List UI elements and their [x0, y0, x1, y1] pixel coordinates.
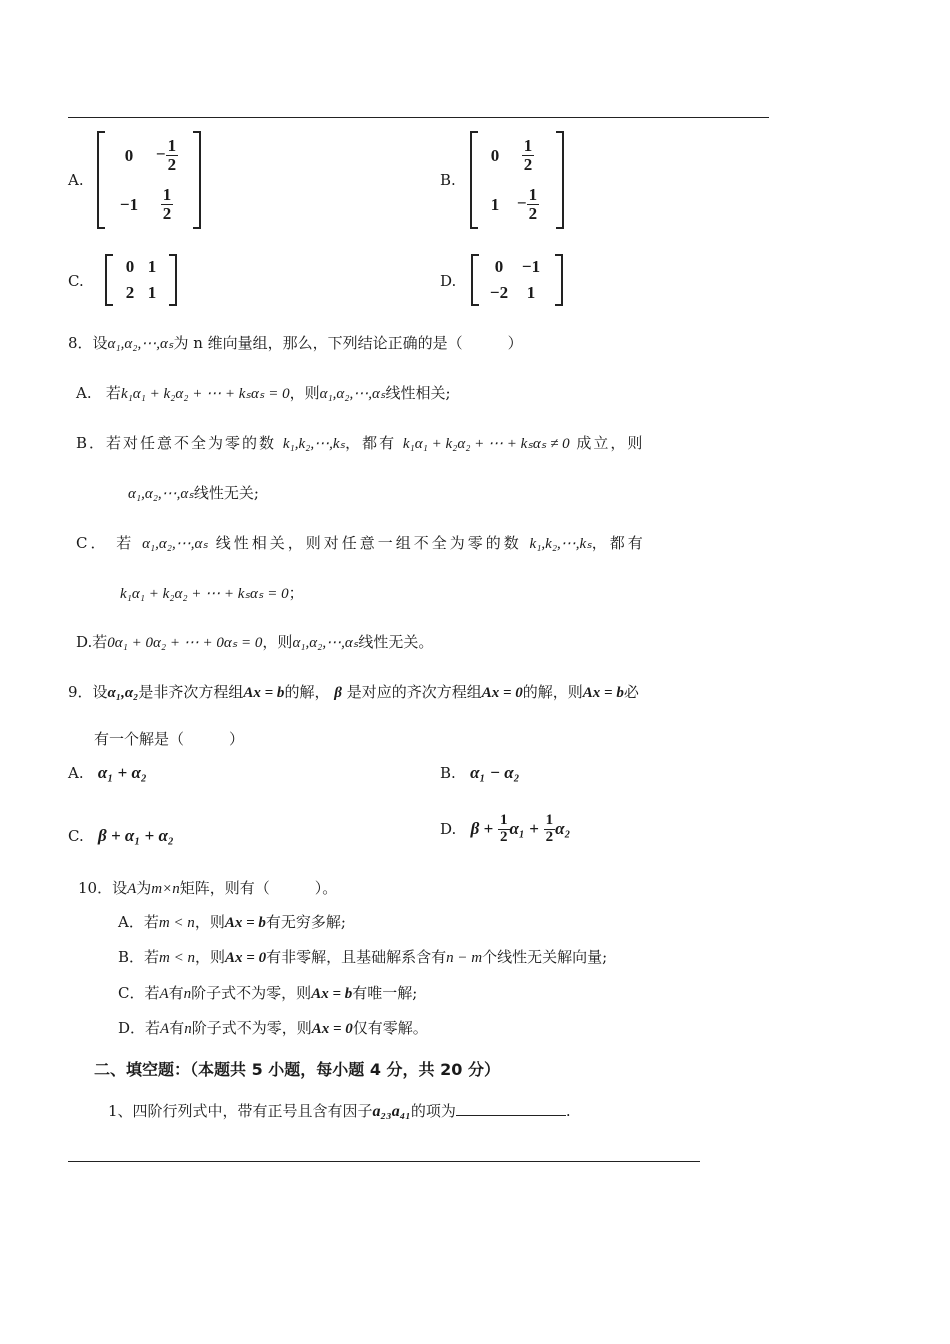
- q8-option-d: D.若0α₁ + 0α₂ + ⋯ + 0αₛ = 0，则α₁,α₂,⋯,αₛ线性无关。: [76, 633, 434, 651]
- matrix-cell: 1: [490, 194, 500, 214]
- matrix-cell: 1: [147, 283, 157, 302]
- q7-matrix-b: [470, 131, 564, 229]
- q8-option-c-line2: k₁α₁ + k₂α₂ + ⋯ + kₛαₛ = 0；: [120, 584, 304, 602]
- fill-question-1: 1、四阶行列式中，带有正号且含有因子a₂₃a₄₁的项为 .: [108, 1102, 571, 1120]
- matrix-cell: 1: [526, 283, 536, 302]
- bottom-rule: [68, 1161, 700, 1162]
- matrix-cell: 0: [125, 257, 135, 276]
- matrix-cell: 0: [124, 145, 134, 165]
- q9-stem-line2: 有一个解是（ ）: [94, 730, 245, 748]
- q7-option-d-label: D.: [440, 272, 457, 290]
- matrix-cell: $\frac{1}{2}$: [523, 136, 533, 174]
- q9-option-d: D. β + $\frac{1}{2}$ α₁ + $\frac{1}{2}$ α₂: [440, 812, 571, 845]
- q7-matrix-c: [105, 254, 177, 306]
- q7-matrix-a: [97, 131, 201, 229]
- q10-stem: 10．设A为m×n矩阵，则有（ ）。: [78, 879, 338, 897]
- q9-option-a: A. α₁ + α₂: [68, 763, 147, 782]
- matrix-cell: −1: [521, 257, 541, 276]
- q7-option-a-label: A.: [68, 171, 84, 189]
- q8-option-b: B．若对任意不全为零的数 k₁,k₂,⋯,kₛ，都有 k₁α₁ + k₂α₂ + ⋯ + kₛαₛ ≠ 0 成立，则: [76, 434, 645, 452]
- matrix-cell: 0: [494, 257, 504, 276]
- q8-option-c: C． 若 α₁,α₂,⋯,αₛ 线性相关，则对任意一组不全为零的数 k₁,k₂,⋯,kₛ，都有: [76, 534, 646, 552]
- q8-stem: 8．设α₁,α₂,⋯,αₛ为 n 维向量组，那么，下列结论正确的是（ ）: [68, 334, 523, 352]
- q10-option-b: B．若m < n，则Ax = 0有非零解，且基础解系含有n − m个线性无关解向量;: [118, 948, 608, 966]
- matrix-cell: −1: [119, 194, 139, 214]
- q10-option-a: A．若m < n，则Ax = b有无穷多解;: [118, 913, 346, 931]
- top-rule: [68, 117, 769, 118]
- matrix-cell: 2: [125, 283, 135, 302]
- q9-option-b: B. α₁ − α₂: [440, 763, 520, 782]
- matrix-cell: −2: [489, 283, 509, 302]
- q9-stem: 9．设α₁,α₂是非齐次方程组Ax = b的解， β 是对应的齐次方程组Ax = 0的解，则Ax = b必: [68, 683, 639, 701]
- matrix-cell: − $\frac{1}{2}$: [516, 185, 538, 223]
- q9-option-c: C. β + α₁ + α₂: [68, 826, 174, 845]
- q8-option-b-line2: α₁,α₂,⋯,αₛ线性无关;: [128, 484, 259, 502]
- q10-option-d: D．若A有n阶子式不为零，则Ax = 0仅有零解。: [118, 1019, 428, 1037]
- matrix-cell: 1: [147, 257, 157, 276]
- matrix-cell: 0: [490, 145, 500, 165]
- answer-blank[interactable]: [456, 1101, 566, 1116]
- q8-option-a: A. 若k₁α₁ + k₂α₂ + ⋯ + kₛαₛ = 0，则α₁,α₂,⋯,αₛ线性相关;: [76, 384, 451, 402]
- matrix-cell: − $\frac{1}{2}$: [155, 136, 177, 174]
- q7-option-c-label: C.: [68, 272, 84, 290]
- q10-option-c: C．若A有n阶子式不为零，则Ax = b有唯一解;: [118, 984, 418, 1002]
- q7-option-b-label: B.: [440, 171, 456, 189]
- matrix-cell: $\frac{1}{2}$: [162, 185, 172, 223]
- section-title: 二、填空题：（本题共 5 小题，每小题 4 分，共 20 分）: [94, 1060, 500, 1079]
- q7-matrix-d: [471, 254, 563, 306]
